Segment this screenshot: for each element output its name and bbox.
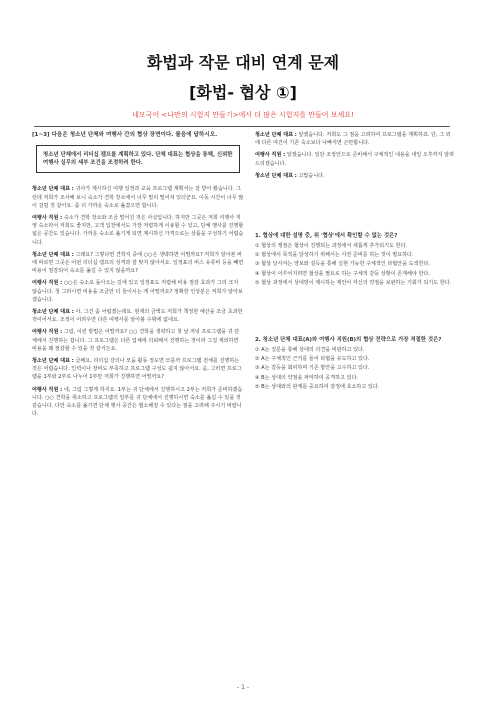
dialogue-turn: [32, 308, 244, 324]
speaker-label: 청소년 단체 대표 :: [32, 309, 74, 316]
dialogue-turn: [32, 386, 244, 419]
dialogue-list: [32, 185, 244, 418]
turn-text: 아, 그건 좀 어렵겠는데요. 현재의 금액도 저희가 책정한 예산을 조금 초과한 것이어서요. 조정이 어려우면 다른 여행사를 알아볼 수밖에 없네요.: [32, 309, 243, 324]
speaker-label: 청소년 단체 대표 :: [32, 358, 74, 365]
dialogue-turn: [32, 214, 244, 247]
speaker-label: 청소년 단체 대표 :: [32, 186, 74, 193]
dialogue-turn: [32, 251, 244, 276]
turn-text: 알겠습니다. 일단 조정안으로 준비해서 구체적인 내용을 내일 오후까지 알려드리겠습니다.: [255, 152, 454, 167]
turn-text: 그래요? 그렇다면 견학지 중에 ○○은 생략하면 어떨까요? 저희가 알아본 바에 따르면 그곳은 어떤 리더십 캠프의 성격과 잘 맞지 않아서요. 일정표의 버스 유류비 등을 빼면 비용이 절감되어 숙소를 옮길 수 있지 않을까요?: [32, 251, 244, 275]
option-item[interactable]: ④ B는 상대의 약점을 파악하여 공격하고 있다.: [255, 374, 359, 381]
turn-text: ○○은 숙소로 돌아오는 길에 있고 일정표도 저렴해 비용 절감 효과가 그리 크지 않습니다. 청 그러시면 비용을 조금만 더 들이시는 게 어떨까요? 정확한 인상분은 저희가 알아보겠습니다.: [32, 280, 243, 303]
dialogue-turn: [255, 151, 455, 167]
question-1: [255, 232, 455, 287]
option-item[interactable]: ① 협상의 쟁점은 협상이 진행되는 과정에서 새롭게 추가되기도 한다.: [255, 243, 407, 250]
dialogue-turn: [32, 328, 244, 353]
subtitle-text: [화법- 협상 ①]: [189, 83, 297, 102]
option-item[interactable]: ⑤ 협상 과정에서 상대방이 제시하는 제안이 자신의 약점을 보완하는 기회가 되기도 한다.: [255, 279, 452, 286]
turn-text: 네, 그럼 그렇게 하지요. 1부는 귀 단체에서 진행하시고 2부는 저희가 준비하겠습니다. ○○ 견학을 취소하고 프로그램의 일부를 귀 단체에서 진행하시면 숙소를 옮길 수 있을 것 같습니다. 다만 숙소를 옮기면 단체 행사 공간은 협소해질 수 있다는 점을 고려해 주시기 바랍니다.: [32, 386, 243, 418]
turn-text: 고맙습니다.: [298, 172, 325, 179]
speaker-label: 여행사 직원 :: [32, 280, 63, 287]
option-item[interactable]: ⑤ B는 상대와의 관계를 중요하여 감정에 호소하고 있다.: [255, 383, 380, 390]
question-2: [255, 336, 455, 391]
option-item[interactable]: ① A는 질문을 통해 상대의 의견을 비판하고 있다.: [255, 347, 365, 354]
option-item[interactable]: ② A는 구체적인 근거를 들어 타협을 유도하고 있다.: [255, 356, 370, 363]
header-divider: [34, 126, 450, 127]
dialogue-continued: [255, 131, 455, 180]
dialogue-turn: [32, 279, 244, 304]
dialogue-turn: [255, 172, 455, 180]
speaker-label: 여행사 직원 :: [32, 215, 63, 222]
speaker-label: 청소년 단체 대표 :: [255, 172, 297, 179]
speaker-label: 청소년 단체 대표 :: [255, 132, 297, 138]
page-number: - 1 -: [237, 684, 249, 691]
dialogue-turn: [32, 357, 244, 382]
turn-text: 글쎄요, 리더십 강의나 모둠 활동 정도면 모를까 프로그램 전체를 진행하는 것은 어렵습니다. 인력이나 장비도 부족하고 프로그램 구성도 쉽지 않아서요. 음, 그러면 프로그램을 1부와 2부로 나누어 1부만 저희가 진행하면 어떨까요?: [32, 358, 242, 381]
option-item[interactable]: ③ 협상 당사자는 양보와 설득을 통해 실현 가능한 구체적인 타협안을 도색한다.: [255, 261, 430, 268]
dialogue-turn: [32, 185, 244, 210]
speaker-label: 여행사 직원 :: [32, 386, 63, 393]
question-title: 2. 청소년 단체 대표(A)와 여행사 직원(B)의 협상 전략으로 가장 적절한 것은?: [255, 337, 442, 344]
turn-text: 귀사가 제시하신 여행 일정과 교육 프로그램 계획서는 잘 받아 봤습니다. 그런데 저희가 조사해 보니 숙소가 견학 장소에서 너무 멀리 떨어져 있더군요. 이동 시간이 너무 많이 걸릴 것 같아요. 좀 더 가까운 숙소로 옮겼으면 합니다.: [32, 186, 244, 209]
speaker-label: 청소년 단체 대표 :: [32, 251, 74, 258]
passage-instruction: [1~3] 다음은 청소년 단체와 여행사 간의 협상 장면이다. 물음에 답하시오.: [32, 132, 218, 138]
speaker-label: 여행사 직원 :: [255, 152, 286, 159]
page-subtitle: [0, 80, 486, 103]
option-item[interactable]: ④ 협상이 이루어지려면 협상을 필요로 하는 구체적 갈등 상황이 존재해야 한다.: [255, 270, 430, 277]
speaker-label: 여행사 직원 :: [32, 329, 63, 336]
dialogue-turn: [255, 131, 455, 147]
promo-link[interactable]: 네모국어 <나만의 시험지 만들기>에서 더 많은 시험지를 만들어 보세요!: [132, 111, 354, 119]
page-title: 화법과 작문 대비 연계 문제: [146, 53, 340, 72]
turn-text: 알겠습니다. 저희도 그 점을 고려하여 프로그램을 계획하죠. 단, 그 외에 다른 여건이 기존 숙소보다 나빠지면 곤란합니다.: [255, 132, 451, 147]
right-column: [255, 131, 455, 392]
turn-text: 그럼, 이런 방법은 어떨까요? ○○ 견학을 생략하고 첫 날 저녁 프로그램을 귀 단체에서 진행하는 겁니다. 그 프로그램은 다른 업체에 의뢰해서 진행하는 것이라 그걸 제외하면 비용을 꽤 절감할 수 있을 것 같거든요.: [32, 329, 240, 352]
option-item[interactable]: ③ A는 갈등을 회피하며 기존 방안을 고수하고 있다.: [255, 365, 370, 372]
turn-text: 숙소가 견학 장소와 조금 떨어진 것은 사실입니다. 하지만 그곳은 저희 여행사 직영 숙소라서 저희도 좋지만, 고객 입장에서도 가장 저렴하게 이용할 수 있고, 단체 행사를 진행할 넓은 공간도 있습니다. 가까운 숙소로 옮기게 되면 제시하신 가격으로는 상품을 구성하기 어렵습니다.: [32, 215, 244, 246]
condition-box: 청소년 단체에서 리더십 캠프를 계획하고 있다. 단체 대표는 협상을 통해, 신뢰한 여행사 실무의 세부 조건을 조정하려 한다.: [36, 145, 240, 173]
option-item[interactable]: ② 협상에서 목적을 달성하기 위해서는 사전 준비를 하는 것이 필요하다.: [255, 252, 414, 259]
passage-column: [32, 131, 244, 422]
question-title: 1. 협상에 대한 설명 중, 위 '협상'에서 확인할 수 없는 것은?: [255, 233, 398, 240]
